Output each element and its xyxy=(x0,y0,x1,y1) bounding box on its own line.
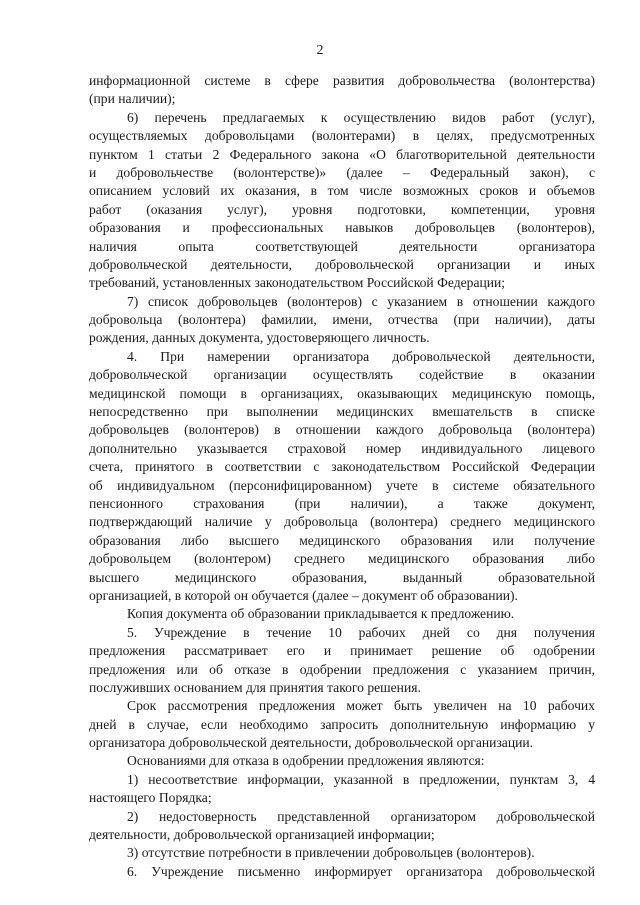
text-line: описанием условий их оказания, в том числе возможных сроков и объемов xyxy=(89,183,595,199)
text-line: пенсионного страхования (при наличии), а также документ, xyxy=(89,495,595,511)
text-line: работ (оказания услуг), уровня подготовки, компетенции, уровня xyxy=(89,201,595,217)
text-line: 1) несоответствие информации, указанной в предложении, пунктам 3, 4 xyxy=(127,771,595,787)
text-line: добровольцев (волонтеров) в отношении каждого добровольца (волонтера) xyxy=(89,422,595,438)
text-line: образования и профессиональных навыков добровольцев (волонтеров), xyxy=(89,220,595,236)
text-line: информационной системе в сфере развития добровольчества (волонтерства) xyxy=(89,73,595,88)
document-body xyxy=(89,72,595,881)
text-line: требований, установленных законодательством Российской Федерации; xyxy=(89,275,506,291)
page-number: 2 xyxy=(316,43,324,58)
text-line: дней в случае, если необходимо запросить дополнительную информацию у xyxy=(89,716,595,732)
text-line: добровольческой организации осуществлять содействие в оказании xyxy=(89,367,595,383)
text-line: непосредственно при выполнении медицинских вмешательств в списке xyxy=(89,404,595,420)
text-line: добровольца (волонтера) фамилии, имени, отчества (при наличии), даты xyxy=(89,312,595,328)
text-line: Копия документа об образовании прикладывается к предложению. xyxy=(127,606,515,622)
text-line: 3) отсутствие потребности в привлечении добровольцев (волонтеров). xyxy=(127,845,535,861)
text-line: 2) недостоверность представленной организатором добровольческой xyxy=(127,808,595,824)
text-line: добровольцем (волонтером) среднего медицинского образования либо xyxy=(89,551,595,567)
text-line: дополнительно указывается страховой номер индивидуального лицевого xyxy=(89,440,595,456)
text-line: послуживших основанием для принятия такого решения. xyxy=(89,679,421,695)
text-line: и добровольчестве (волонтерстве)» (далее – Федеральный закон), с xyxy=(89,164,595,180)
text-line: осуществляемых добровольцами (волонтерами) в целях, предусмотренных xyxy=(89,128,595,144)
text-line: Срок рассмотрения предложения может быть увеличен на 10 рабочих xyxy=(127,698,595,714)
text-line: наличия опыта соответствующей деятельности организатора xyxy=(89,238,595,254)
text-line: 6) перечень предлагаемых к осуществлению видов работ (услуг), xyxy=(127,109,595,125)
text-line: 5. Учреждение в течение 10 рабочих дней со дня получения xyxy=(127,624,595,640)
text-line: образования либо высшего медицинского образования или получение xyxy=(89,532,595,548)
text-line: предложения или об отказе в одобрении предложения с указанием причин, xyxy=(89,661,595,677)
text-line: 4. При намерении организатора добровольческой деятельности, xyxy=(127,348,595,364)
text-line: деятельности, добровольческой организацией информации; xyxy=(89,827,435,843)
text-line: об индивидуальном (персонифицированном) учете в системе обязательного xyxy=(89,477,595,493)
text-line: предложения рассматривает его и принимает решение об одобрении xyxy=(89,643,595,659)
text-line: 7) список добровольцев (волонтеров) с указанием в отношении каждого xyxy=(127,293,595,309)
text-line: организацией, в которой он обучается (далее – документ об образовании). xyxy=(89,587,518,603)
text-line: Основаниями для отказа в одобрении предложения являются: xyxy=(127,753,485,769)
text-line: медицинской помощи в организациях, оказывающих медицинскую помощь, xyxy=(89,385,595,401)
text-line: счета, принятого в соответствии с законодательством Российской Федерации xyxy=(89,459,595,475)
text-line: пунктом 1 статьи 2 Федерального закона «О благотворительной деятельности xyxy=(89,146,595,162)
text-line: высшего медицинского образования, выданный образовательной xyxy=(89,569,595,585)
text-line: 6. Учреждение письменно информирует организатора добровольческой xyxy=(127,863,595,879)
text-line: рождения, данных документа, удостоверяющего личность. xyxy=(89,330,430,346)
text-line: подтверждающий наличие у добровольца (волонтера) среднего медицинского xyxy=(89,514,595,530)
text-line: добровольческой деятельности, добровольческой организации и иных xyxy=(89,256,595,272)
text-line: организатора добровольческой деятельности, добровольческой организации. xyxy=(89,735,534,751)
text-line: настоящего Порядка; xyxy=(89,790,212,806)
text-line: (при наличии); xyxy=(89,91,176,107)
